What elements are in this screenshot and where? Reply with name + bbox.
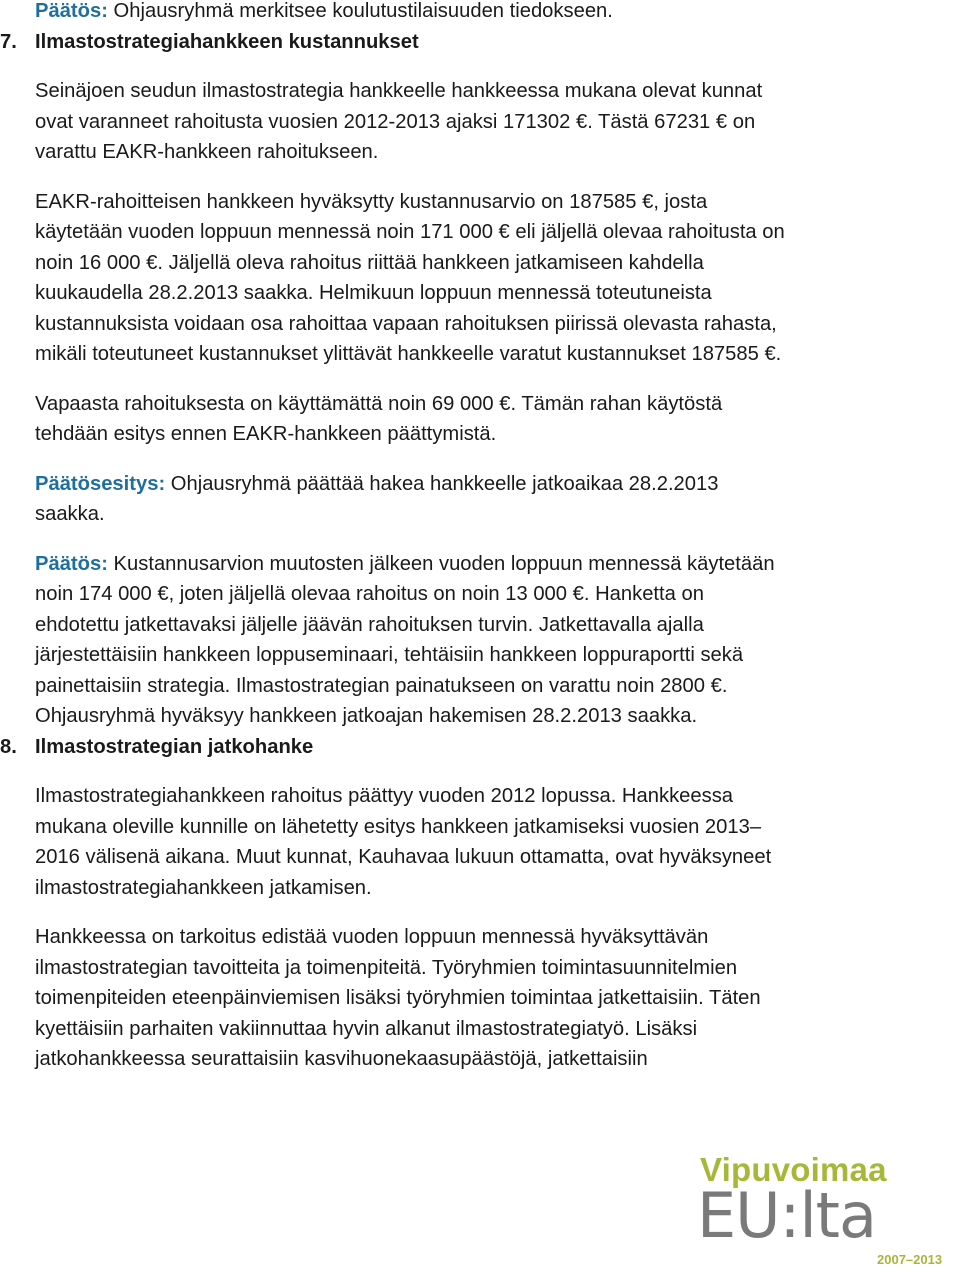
- section-7-paragraph-3: [35, 389, 930, 450]
- text-line: Seinäjoen seudun ilmastostrategia hankkeelle hankkeessa mukana olevat kunnat: [35, 80, 763, 102]
- section-title: Ilmastostrategiahankkeen kustannukset: [35, 30, 419, 53]
- text-line: Kustannusarvion muutosten jälkeen vuoden loppuun mennessä käytetään: [107, 552, 775, 575]
- proposal-label: Päätösesitys:: [35, 472, 166, 495]
- section-number: 8.: [0, 735, 17, 758]
- decision-proposal-paragraph: [35, 469, 930, 530]
- text-line: jatkohankkeessa seurattaisiin kasvihuonekaasupäästöjä, jatkettaisiin: [35, 1048, 648, 1070]
- text-line: kustannuksista voidaan osa rahoittaa vapaan rahoituksen piirissä olevasta rahasta,: [35, 312, 777, 335]
- text-line: varattu EAKR-hankkeen rahoitukseen.: [35, 141, 379, 163]
- decision-text: Ohjausryhmä merkitsee koulutustilaisuuden tiedokseen.: [107, 0, 613, 22]
- text-line: noin 174 000 €, joten jäljellä olevaa rahoitus on noin 13 000 €. Hanketta on: [35, 583, 704, 605]
- section-8-heading: [0, 732, 930, 763]
- text-line: kuukaudella 28.2.2013 saakka. Helmikuun loppuun mennessä toteutuneista: [35, 282, 712, 304]
- text-line: tehdään esitys ennen EAKR-hankkeen päättymistä.: [35, 423, 497, 445]
- text-line: Vapaasta rahoituksesta on käyttämättä noin 69 000 €. Tämän rahan käytöstä: [35, 392, 723, 415]
- eu-funding-logo: [697, 1152, 957, 1270]
- text-line: Ohjausryhmä hyväksyy hankkeen jatkoajan hakemisen 28.2.2013 saakka.: [35, 705, 698, 727]
- section-7-paragraph-1: [35, 76, 930, 168]
- section-number: 7.: [0, 30, 17, 53]
- logo-wordmark: EU:lta: [697, 1179, 876, 1252]
- decision-paragraph-6: [35, 0, 930, 27]
- logo-tagline: Vipuvoimaa: [700, 1151, 887, 1188]
- text-line: ehdotettu jatkettavaksi jäljelle jäävän rahoituksen turvin. Jatkettavalla ajalla: [35, 613, 704, 636]
- text-line: Ohjausryhmä päättää hakea hankkeelle jatkoaikaa 28.2.2013: [165, 472, 719, 495]
- decision-label: Päätös:: [35, 0, 108, 22]
- text-line: mukana oleville kunnille on lähetetty esitys hankkeen jatkamiseksi vuosien 2013–: [35, 815, 762, 838]
- text-line: ovat varanneet rahoitusta vuosien 2012-2013 ajaksi 171302 €. Tästä 67231 € on: [35, 110, 756, 133]
- text-line: toimenpiteiden eteenpäinviemisen lisäksi työryhmien toimintaa jatkettaisiin. Täten: [35, 987, 761, 1009]
- section-8-paragraph-2: [35, 922, 930, 1075]
- text-line: Ilmastostrategiahankkeen rahoitus päättyy vuoden 2012 lopussa. Hankkeessa: [35, 785, 734, 807]
- section-7-paragraph-2: [35, 187, 930, 370]
- text-line: ilmastostrategiahankkeen jatkamisen.: [35, 876, 372, 899]
- text-line: ilmastostrategian tavoitteita ja toimenpiteitä. Työryhmien toimintasuunnitelmien: [35, 956, 738, 979]
- text-line: Hankkeessa on tarkoitus edistää vuoden loppuun mennessä hyväksyttävän: [35, 926, 709, 948]
- text-line: kyettäisiin parhaiten vakiinnuttaa hyvin alkanut ilmastostrategiatyö. Lisäksi: [35, 1017, 698, 1040]
- logo-years: 2007–2013: [877, 1252, 943, 1267]
- text-line: saakka.: [35, 503, 105, 525]
- section-title: Ilmastostrategian jatkohanke: [35, 735, 314, 758]
- text-line: käytetään vuoden loppuun mennessä noin 171 000 € eli jäljellä olevaa rahoitusta on: [35, 221, 785, 243]
- section-7-heading: [0, 27, 930, 58]
- section-8-paragraph-1: [35, 781, 930, 903]
- decision-paragraph-7: [35, 549, 930, 732]
- text-line: mikäli toteutuneet kustannukset ylittävät hankkeelle varatut kustannukset 187585 €.: [35, 343, 782, 365]
- text-line: noin 16 000 €. Jäljellä oleva rahoitus riittää hankkeen jatkamiseen kahdella: [35, 251, 704, 274]
- text-line: painettaisiin strategia. Ilmastostrategian painatukseen on varattu noin 2800 €.: [35, 674, 728, 697]
- decision-label: Päätös:: [35, 552, 108, 575]
- text-line: 2016 välisenä aikana. Muut kunnat, Kauhavaa lukuun ottamatta, ovat hyväksyneet: [35, 846, 772, 868]
- text-line: järjestettäisiin hankkeen loppuseminaari, tehtäisiin hankkeen loppuraportti sekä: [35, 644, 744, 666]
- text-line: EAKR-rahoitteisen hankkeen hyväksytty kustannusarvio on 187585 €, josta: [35, 190, 708, 213]
